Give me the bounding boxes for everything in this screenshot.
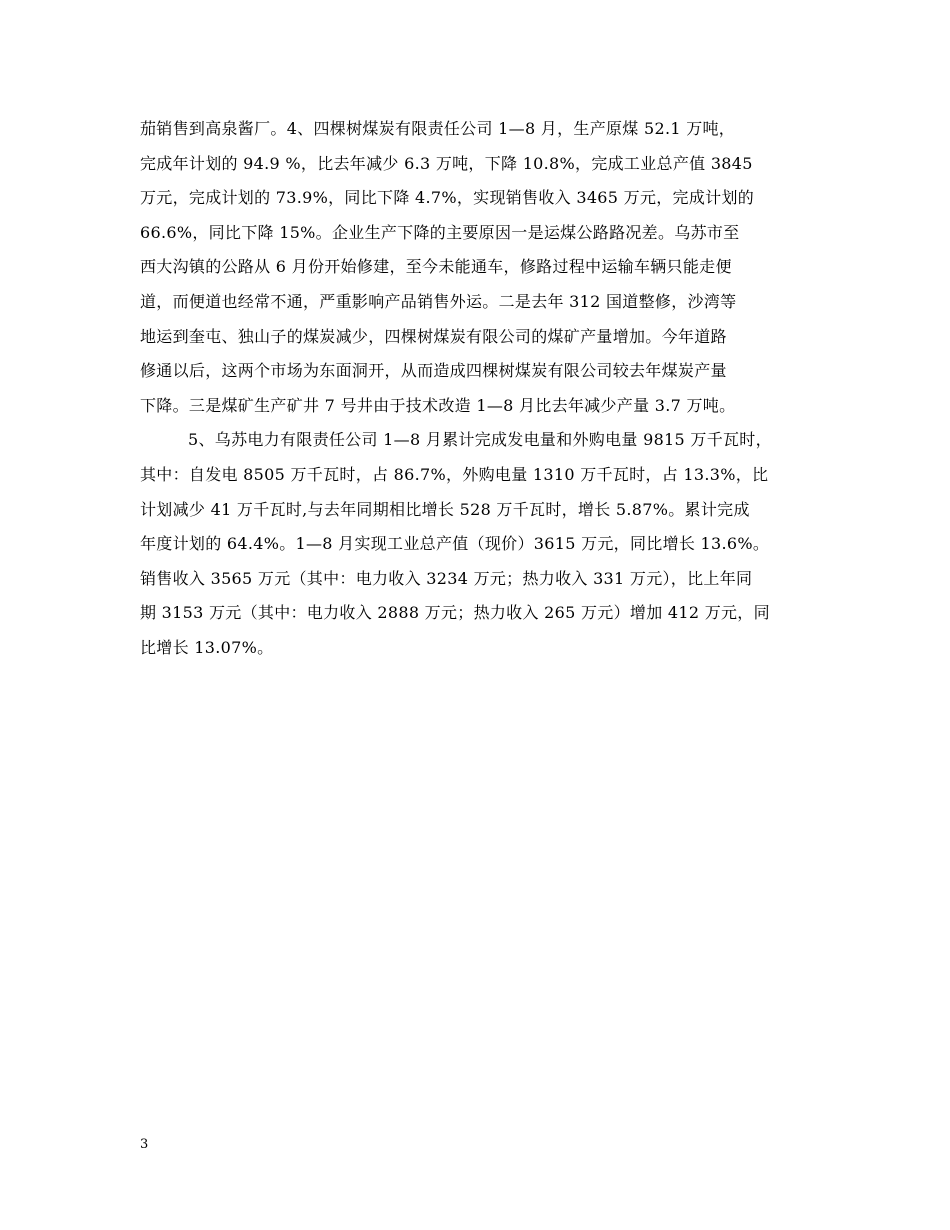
text-line: 销售收入 3565 万元（其中：电力收入 3234 万元；热力收入 331 万元），比上年同 xyxy=(140,568,753,588)
text-line: 5、乌苏电力有限责任公司 1—8 月累计完成发电量和外购电量 9815 万千瓦时， xyxy=(188,430,772,450)
body-text xyxy=(140,112,830,666)
text-line: 茄销售到高泉酱厂。4、四棵树煤炭有限责任公司 1—8 月，生产原煤 52.1 万吨， xyxy=(140,119,736,138)
text-line: 万元，完成计划的 73.9%，同比下降 4.7%，实现销售收入 3465 万元，完成计划的 xyxy=(140,188,755,208)
text-line: 年度计划的 64.4%。1—8 月实现工业总产值（现价）3615 万元，同比增长 13.6%。 xyxy=(140,534,770,554)
text-line: 道，而便道也经常不通，严重影响产品销售外运。二是去年 312 国道整修，沙湾等 xyxy=(140,291,737,311)
text-line: 地运到奎屯、独山子的煤炭减少，四棵树煤炭有限公司的煤矿产量增加。今年道路 xyxy=(140,326,727,346)
page-number: 3 xyxy=(140,1137,149,1152)
text-line: 期 3153 万元（其中：电力收入 2888 万元；热力收入 265 万元）增加 412 万元，同 xyxy=(140,603,770,623)
paragraph-2 xyxy=(140,423,830,665)
text-line: 下降。三是煤矿生产矿井 7 号井由于技术改造 1—8 月比去年减少产量 3.7 万吨。 xyxy=(140,395,736,415)
text-line: 完成年计划的 94.9 %，比去年减少 6.3 万吨，下降 10.8%，完成工业总产值 3845 xyxy=(140,153,753,173)
text-line: 修通以后，这两个市场为东面洞开，从而造成四棵树煤炭有限公司较去年煤炭产量 xyxy=(140,361,727,381)
paragraph-1 xyxy=(140,112,830,423)
text-line: 西大沟镇的公路从 6 月份开始修建，至今未能通车，修路过程中运输车辆只能走便 xyxy=(140,257,732,277)
text-line: 比增长 13.07%。 xyxy=(140,637,274,657)
text-line: 66.6%，同比下降 15%。企业生产下降的主要原因一是运煤公路路况差。乌苏市至 xyxy=(140,222,740,242)
text-line: 计划减少 41 万千瓦时,与去年同期相比增长 528 万千瓦时，增长 5.87%。累计完成 xyxy=(140,499,750,519)
text-line: 其中：自发电 8505 万千瓦时，占 86.7%，外购电量 1310 万千瓦时，占 13.3%，比 xyxy=(140,464,769,484)
